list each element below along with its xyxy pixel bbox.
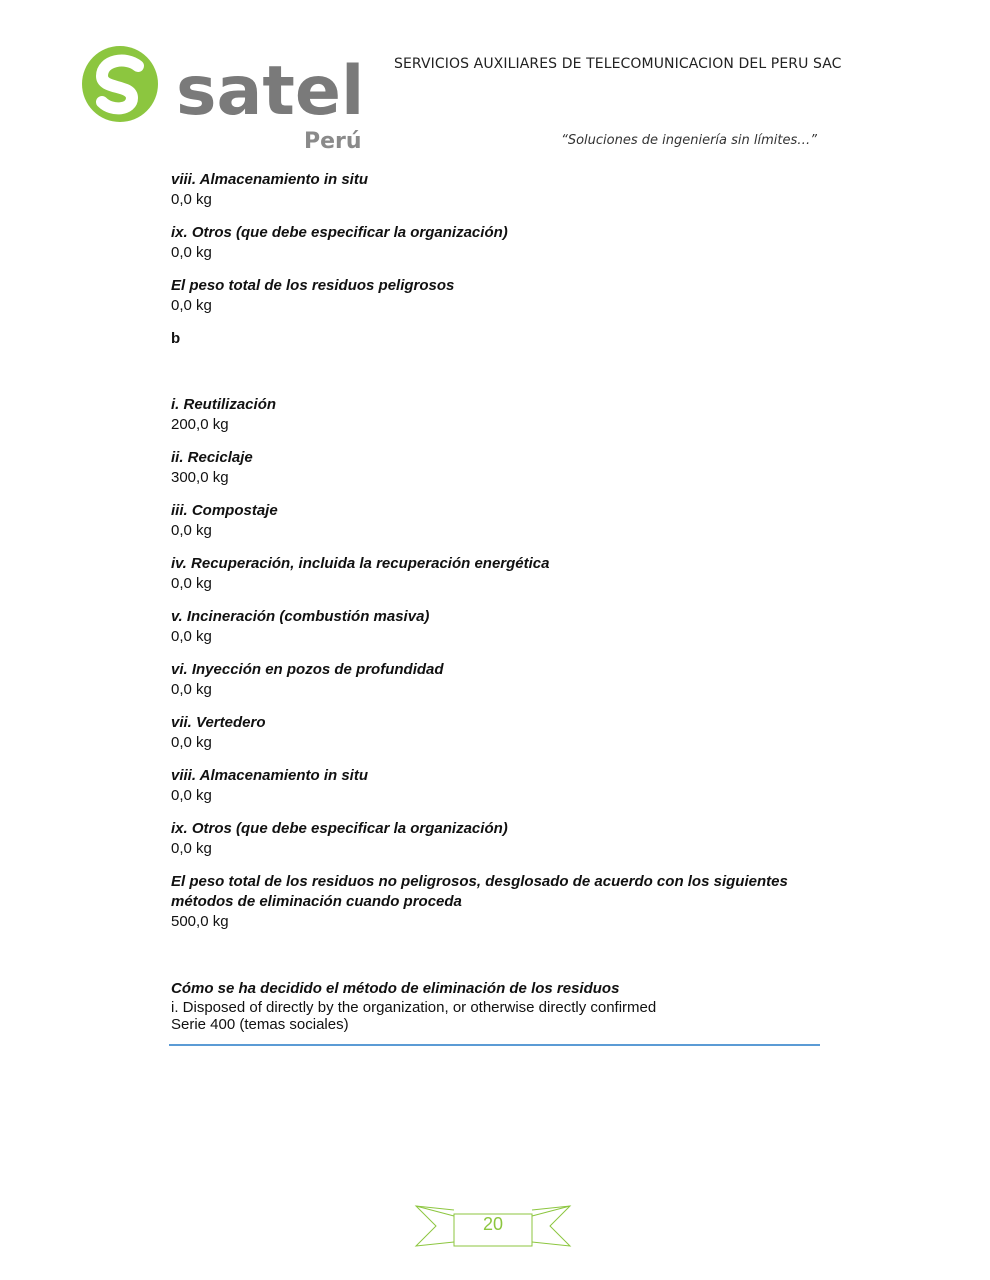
disposal-method-value: i. Disposed of directly by the organization, or otherwise directly confirmed	[171, 999, 657, 1016]
item-label: vi. Inyección en pozos de profundidad	[171, 661, 444, 678]
item-value: 300,0 kg	[171, 469, 229, 486]
item-value: 0,0 kg	[171, 787, 212, 804]
item-label: i. Reutilización	[171, 396, 277, 413]
list-item	[171, 660, 811, 700]
item-value: 0,0 kg	[171, 840, 212, 857]
company-name: SERVICIOS AUXILIARES DE TELECOMUNICACION DEL PERU SAC	[394, 56, 842, 72]
item-value: 500,0 kg	[171, 913, 229, 930]
list-item	[171, 501, 811, 541]
company-logo	[80, 44, 370, 154]
item-label: ix. Otros (que debe especificar la organización)	[171, 224, 508, 241]
list-item	[171, 872, 811, 932]
page-number: 20	[482, 1214, 504, 1234]
logo-wordmark: satel	[176, 52, 365, 131]
list-item	[171, 448, 811, 488]
item-label: El peso total de los residuos peligrosos	[171, 277, 455, 294]
list-item	[171, 170, 811, 210]
logo-subtitle: Perú	[304, 129, 362, 154]
list-item	[171, 554, 811, 594]
item-label: viii. Almacenamiento in situ	[171, 767, 368, 784]
item-value: 0,0 kg	[171, 244, 212, 261]
item-label: iii. Compostaje	[171, 502, 278, 519]
document-body	[171, 170, 811, 1046]
item-label: viii. Almacenamiento in situ	[171, 171, 368, 188]
item-value: 0,0 kg	[171, 734, 212, 751]
list-item	[171, 819, 811, 859]
item-label: El peso total de los residuos no peligrosos, desglosado de acuerdo con los siguientes métodos de eliminación cuando proceda	[171, 873, 788, 910]
item-value: 200,0 kg	[171, 416, 229, 433]
series-label: Serie 400 (temas sociales)	[171, 1016, 349, 1033]
list-item	[171, 395, 811, 435]
item-value: 0,0 kg	[171, 575, 212, 592]
item-label: iv. Recuperación, incluida la recuperación energética	[171, 555, 550, 572]
item-value: 0,0 kg	[171, 297, 212, 314]
list-item	[171, 607, 811, 647]
item-value: 0,0 kg	[171, 522, 212, 539]
section-divider	[169, 1044, 820, 1046]
disposal-method-label: Cómo se ha decidido el método de eliminación de los residuos	[171, 980, 620, 997]
item-label: ix. Otros (que debe especificar la organización)	[171, 820, 508, 837]
disposal-method	[171, 979, 811, 1033]
item-value: 0,0 kg	[171, 191, 212, 208]
item-label: ii. Reciclaje	[171, 449, 253, 466]
list-item	[171, 276, 811, 316]
item-label: v. Incineración (combustión masiva)	[171, 608, 430, 625]
section-b-label: b	[171, 330, 181, 347]
list-item	[171, 223, 811, 263]
item-value: 0,0 kg	[171, 681, 212, 698]
item-value: 0,0 kg	[171, 628, 212, 645]
company-tagline: “Soluciones de ingeniería sin límites…”	[561, 133, 817, 148]
list-item	[171, 766, 811, 806]
page-number-ribbon	[414, 1204, 572, 1248]
item-label: vii. Vertedero	[171, 714, 266, 731]
list-item	[171, 713, 811, 753]
